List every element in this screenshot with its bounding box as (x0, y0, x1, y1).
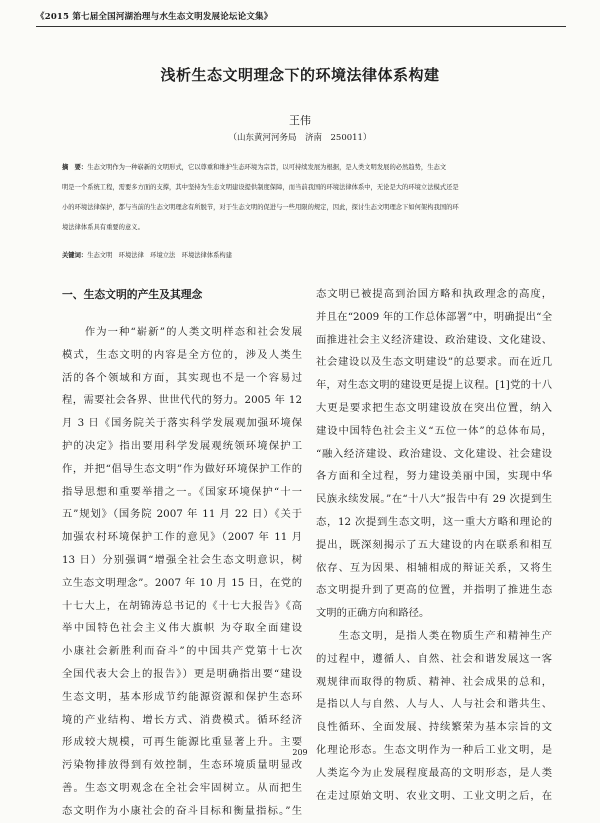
keywords-label: 关键词： (62, 252, 88, 259)
abstract-line: 境法律体系具有重要的意义。 (62, 224, 144, 231)
body-line: 文明的正确方向和路径。 (316, 607, 430, 620)
author-name: 王伟 (289, 114, 311, 127)
body-line: 的过程中，遵循人、自然、社会和谐发展这一客 (316, 652, 552, 665)
body-line: 善。生态文明观念在全社会牢固树立。从而把生 (62, 781, 302, 794)
body-line: 境的产业结构、增长方式、消费模式。循环经济 (62, 713, 302, 726)
body-line: 活的各个领域和方面，其实现也不是一个容易过 (62, 371, 302, 384)
body-line: 民族永续发展。”在“十八大”报告中有 29 次提到生 (316, 493, 552, 506)
body-line: 指导思想和重要举措之一。《国家环境保护“十一 (62, 485, 302, 498)
body-line: 社会建设以及生态文明建设”的总要求。而在近几 (316, 356, 552, 369)
page-number: 209 (292, 748, 308, 757)
abstract (62, 158, 542, 238)
body-line: 人类迄今为止发展程度最高的文明形态，是人类 (316, 766, 552, 779)
running-header: 《2015 第七届全国河湖治理与水生态文明发展论坛论文集》 (36, 10, 566, 27)
body-line: 月 3 日《国务院关于落实科学发展观加强环境保 (62, 417, 302, 430)
body-line: 生态文明，是指人类在物质生产和精神生产 (316, 629, 552, 642)
body-line: 护的决定》指出要用科学发展观统领环境保护工 (62, 439, 302, 452)
body-line: 生态文明，基本形成节约能源资源和保护生态环 (62, 690, 302, 703)
author-affiliation: （山东黄河河务局 济南 250011） (228, 133, 372, 143)
body-line: 良性循环、全面发展、持续繁荣为基本宗旨的文 (316, 721, 552, 734)
body-line: 化理论形态。生态文明作为一种后工业文明，是 (316, 743, 552, 756)
body-line: 模式，生态文明的内容是全方位的，涉及人类生 (62, 348, 302, 361)
abstract-label: 摘 要： (62, 164, 88, 171)
body-line: 举中国特色社会主义伟大旗帜 为夺取全面建设 (62, 622, 302, 635)
paper-title: 浅析生态文明理念下的环境法律体系构建 (160, 66, 440, 84)
body-line: 十七大上，在胡锦涛总书记的《十七大报告》《高 (62, 599, 302, 612)
body-line: 程，需要社会各界、世世代代的努力。2005 年 12 (62, 394, 302, 407)
body-line: 态文明已被提高到治国方略和执政理念的高度， (316, 288, 552, 300)
body-line: 13 日）分别强调“增强全社会生态文明意识，树 (62, 553, 302, 566)
body-line: 并且在“2009 年的工作总体部署”中，明确提出“全 (316, 310, 552, 323)
body-line: 全国代表大会上的报告》）更是明确指出要“建设 (62, 667, 302, 680)
body-line: 污染物排放得到有效控制，生态环境质量明显改 (62, 759, 302, 772)
section-heading: 一、生态文明的产生及其理念 (62, 288, 203, 301)
body-line: 观规律而取得的物质、精神、社会成果的总和， (316, 675, 552, 688)
body-line: 态文明作为小康社会的奋斗目标和衡量指标。”生 (62, 804, 302, 817)
abstract-line: 明是一个系统工程，需要多方面的支撑，其中坚持为生态文明建设提供制度保障，而当前我国的环境法律体系中，无论是大的环境立法模式还是 (62, 184, 459, 191)
body-line: 态，12 次提到生态文明，这一重大方略和理论的 (316, 515, 552, 528)
body-line: “融入经济建设、政治建设、文化建设、社会建设 (316, 447, 552, 460)
abstract-line: 摘 要：生态文明作为一种崭新的文明形式，它以尊重和维护生态环境为宗旨，以可持续发展为根据，是人类文明发展的必然趋势，生态文 (62, 164, 447, 171)
keywords (62, 250, 542, 259)
keywords-text: 生态文明 环境法律 环境立法 环境法律体系构建 (87, 252, 233, 259)
body-line: 提出，既深刻揭示了五大建设的内在联系和相互 (316, 538, 552, 551)
body-line: 各方面和全过程，努力建设美丽中国，实现中华 (316, 470, 552, 483)
body-line: 立生态文明理念”。2007 年 10 月 15 日，在党的 (62, 576, 302, 589)
body-line: 建设中国特色社会主义“五位一体”的总体布局， (316, 424, 552, 437)
right-column (316, 283, 552, 807)
body-line: 五”规划》（国务院 2007 年 11 月 22 日）《关于 (62, 508, 302, 521)
body-line: 面推进社会主义经济建设、政治建设、文化建设、 (316, 333, 552, 346)
body-line: 是指以人与自然、人与人、人与社会和谐共生、 (316, 698, 552, 711)
body-line: 态文明提升到了更高的位置，并指明了推进生态 (316, 584, 552, 597)
body-line: 加强农村环境保护工作的意见》（2007 年 11 月 (62, 531, 302, 544)
abstract-line: 小的环境法律保护，都与当前的生态文明理念有所脱节，对于生态文明的促进与一些用限的规定，因此，探讨生态文明理念下如何架构我国的环 (62, 204, 459, 211)
body-line: 小康社会新胜利而奋斗”的中国共产党第十七次 (62, 645, 302, 658)
body-line: 作为一种“崭新”的人类文明样态和社会发展 (62, 326, 302, 338)
body-line: 大更是要求把生态文明建设放在突出位置，纳入 (316, 401, 552, 414)
body-line: 依存、互为因果、相辅相成的辩证关系，又将生 (316, 561, 552, 574)
body-line: 形成较大规模，可再生能源比重显著上升。主要 (62, 736, 302, 749)
body-line: 年，对生态文明的建设更是提上议程。[1]党的十八 (316, 379, 552, 392)
body-line: 作，并把“倡导生态文明”作为做好环境保护工作的 (62, 462, 302, 475)
body-line: 在走过原始文明、农业文明、工业文明之后，在 (316, 789, 552, 802)
